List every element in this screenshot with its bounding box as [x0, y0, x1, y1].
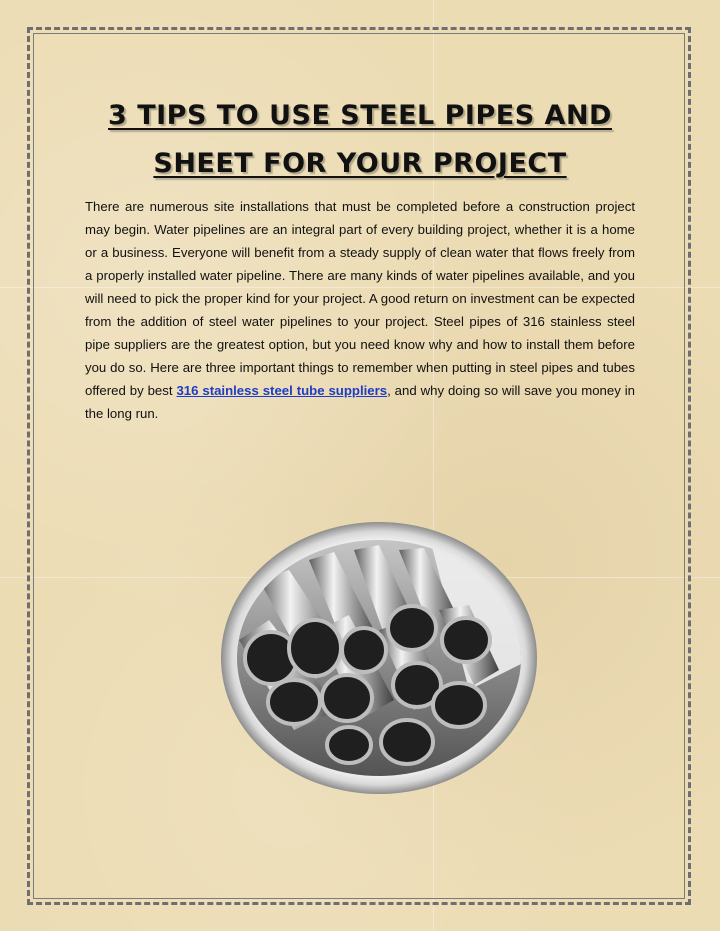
steel-pipes-photo: [219, 520, 539, 796]
title-line-1: 3 TIPS TO USE STEEL PIPES AND: [108, 100, 612, 131]
supplier-link[interactable]: 316 stainless steel tube suppliers: [176, 383, 388, 398]
title-line-2: SHEET FOR YOUR PROJECT: [153, 148, 567, 179]
paragraph-text: There are numerous site installations that must be completed before a construction project may begin. Water pipelines are an integral part of every building project, whether it is a home or a business. Everyone will benefit from a steady supply of clean water that flows freely from a properly installed water pipeline. There are many kinds of water pipelines available, and you will need to pick the proper kind for your project. A good return on investment can be expected from the addition of steel water pipelines to your project. Steel pipes of 316 stainless steel pipe suppliers are the greatest option, but you need know why and how to install them before you do so. Here are three important things to remember when putting in steel pipes and tubes offered by best: [85, 199, 635, 398]
page-title: [60, 92, 660, 188]
body-paragraph: [85, 195, 635, 425]
paragraph-text-end: , and why doing so will save you money in the long run.: [85, 383, 635, 421]
